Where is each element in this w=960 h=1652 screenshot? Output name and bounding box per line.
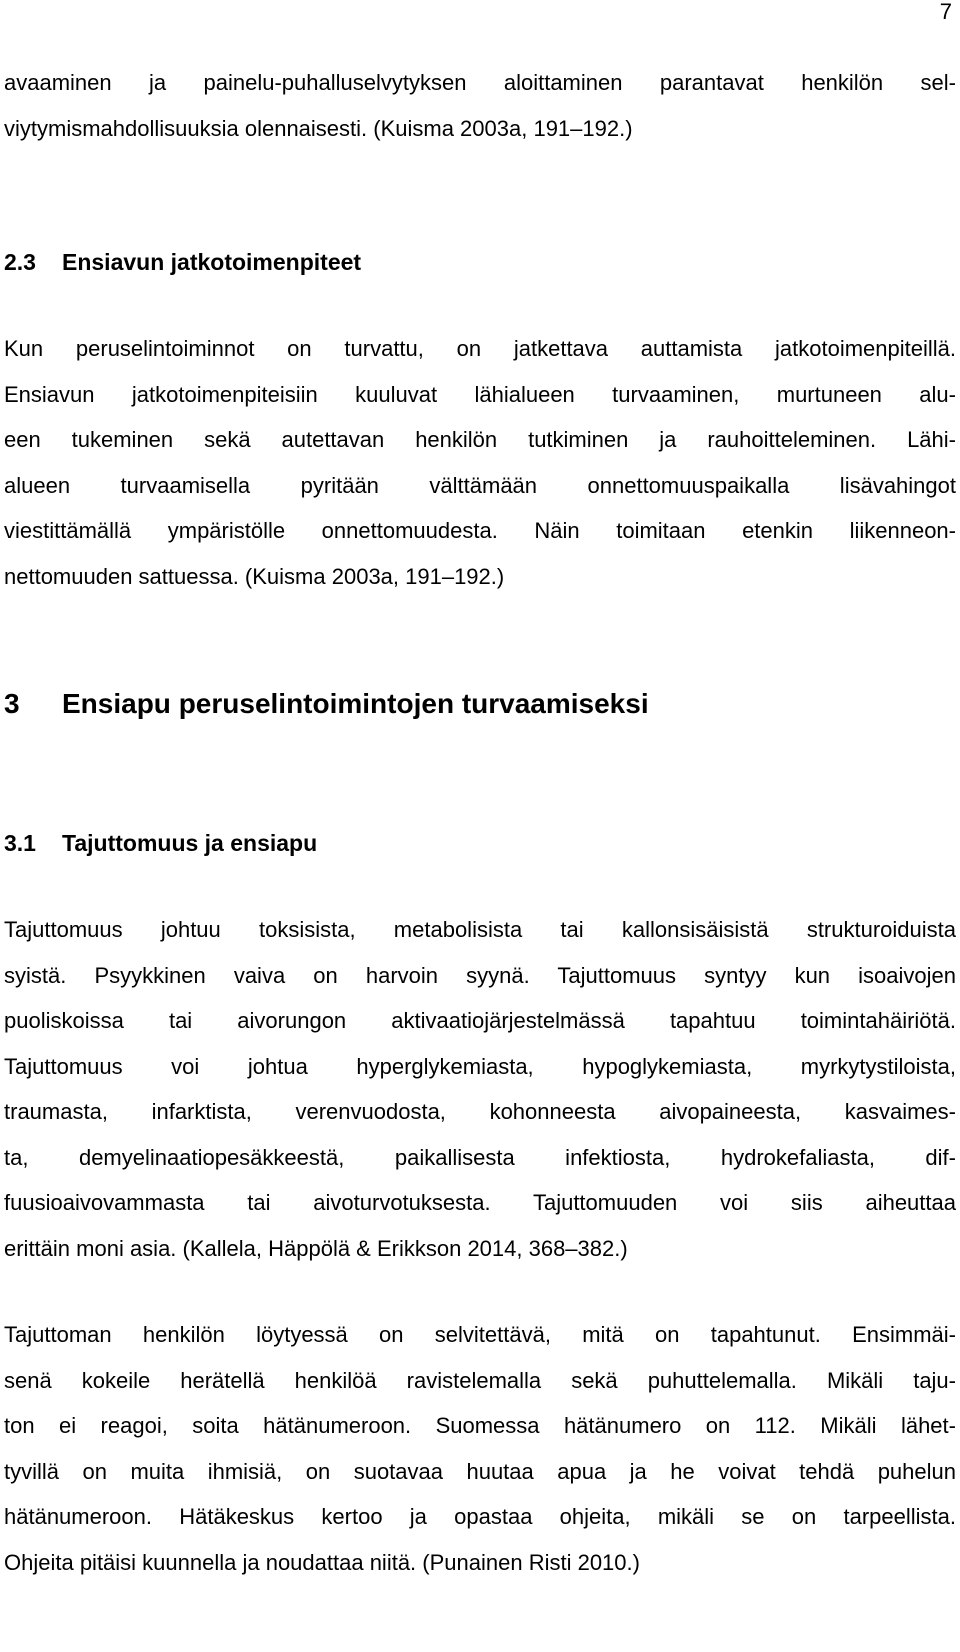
paragraph-line: een tukeminen sekä autettavan henkilön tutkiminen ja rauhoitteleminen. Lähi- xyxy=(4,427,956,452)
paragraph-line: Ensiavun jatkotoimenpiteisiin kuuluvat lähialueen turvaaminen, murtuneen alu- xyxy=(4,381,956,407)
heading-title: Tajuttomuus ja ensiapu xyxy=(62,830,318,856)
paragraph-line: nettomuuden sattuessa. (Kuisma 2003a, 191–192.) xyxy=(4,563,505,589)
heading-number: 3.1 xyxy=(4,830,36,856)
paragraph-2-3 xyxy=(4,326,956,599)
paragraph-line: avaaminen ja painelu-puhalluselvytyksen aloittaminen parantavat henkilön sel- xyxy=(4,70,956,95)
paragraph-line: viytymismahdollisuuksia olennaisesti. (Kuisma 2003a, 191–192.) xyxy=(4,115,633,141)
paragraph-line: ta, demyelinaatiopesäkkeestä, paikallisesta infektiosta, hydrokefaliasta, dif- xyxy=(4,1144,956,1170)
chapter-heading-3 xyxy=(4,687,956,721)
paragraph-line: viestittämällä ympäristölle onnettomuudesta. Näin toimitaan etenkin liikenneon- xyxy=(4,518,956,543)
page-number: 7 xyxy=(939,0,952,24)
section-heading-3-1 xyxy=(4,828,956,858)
paragraph-line: hätänumeroon. Hätäkeskus kertoo ja opastaa ohjeita, mikäli se on tarpeellista. xyxy=(4,1504,956,1529)
heading-title: Ensiapu peruselintoimintojen turvaamiseksi xyxy=(62,688,649,719)
paragraph-line: tyvillä on muita ihmisiä, on suotavaa huutaa apua ja he voivat tehdä puhelun xyxy=(4,1458,956,1484)
paragraph-line: ton ei reagoi, soita hätänumeroon. Suomessa hätänumero on 112. Mikäli lähet- xyxy=(4,1413,956,1438)
heading-title: Ensiavun jatkotoimenpiteet xyxy=(62,249,362,275)
paragraph-line: Ohjeita pitäisi kuunnella ja noudattaa niitä. (Punainen Risti 2010.) xyxy=(4,1549,640,1575)
paragraph-line: traumasta, infarktista, verenvuodosta, kohonneesta aivopaineesta, kasvaimes- xyxy=(4,1099,956,1124)
paragraph-line: erittäin moni asia. (Kallela, Häppölä & Erikkson 2014, 368–382.) xyxy=(4,1235,628,1261)
paragraph-line: Tajuttoman henkilön löytyessä on selvitettävä, mitä on tapahtunut. Ensimmäi- xyxy=(4,1322,956,1347)
paragraph-line: Tajuttomuus johtuu toksisista, metabolisista tai kallonsisäisistä strukturoiduista xyxy=(4,917,956,942)
paragraph-line: senä kokeile herätellä henkilöä ravistelemalla sekä puhuttelemalla. Mikäli taju- xyxy=(4,1367,956,1393)
paragraph-line: Kun peruselintoiminnot on turvattu, on jatkettava auttamista jatkotoimenpiteillä. xyxy=(4,336,956,361)
section-heading-2-3 xyxy=(4,247,956,277)
paragraph-line: Tajuttomuus voi johtua hyperglykemiasta, hypoglykemiasta, myrkytystiloista, xyxy=(4,1053,956,1079)
paragraph-line: fuusioaivovammasta tai aivoturvotuksesta. Tajuttomuuden voi siis aiheuttaa xyxy=(4,1190,956,1215)
paragraph-3-1-b xyxy=(4,1312,956,1585)
paragraph-intro xyxy=(4,60,956,151)
heading-number: 3 xyxy=(4,688,20,719)
paragraph-line: puoliskoissa tai aivorungon aktivaatiojärjestelmässä tapahtuu toimintahäiriötä. xyxy=(4,1008,956,1033)
heading-number: 2.3 xyxy=(4,249,36,275)
paragraph-line: alueen turvaamisella pyritään välttämään onnettomuuspaikalla lisävahingot xyxy=(4,472,956,498)
paragraph-line: syistä. Psyykkinen vaiva on harvoin syynä. Tajuttomuus syntyy kun isoaivojen xyxy=(4,962,956,988)
paragraph-3-1-a xyxy=(4,907,956,1271)
